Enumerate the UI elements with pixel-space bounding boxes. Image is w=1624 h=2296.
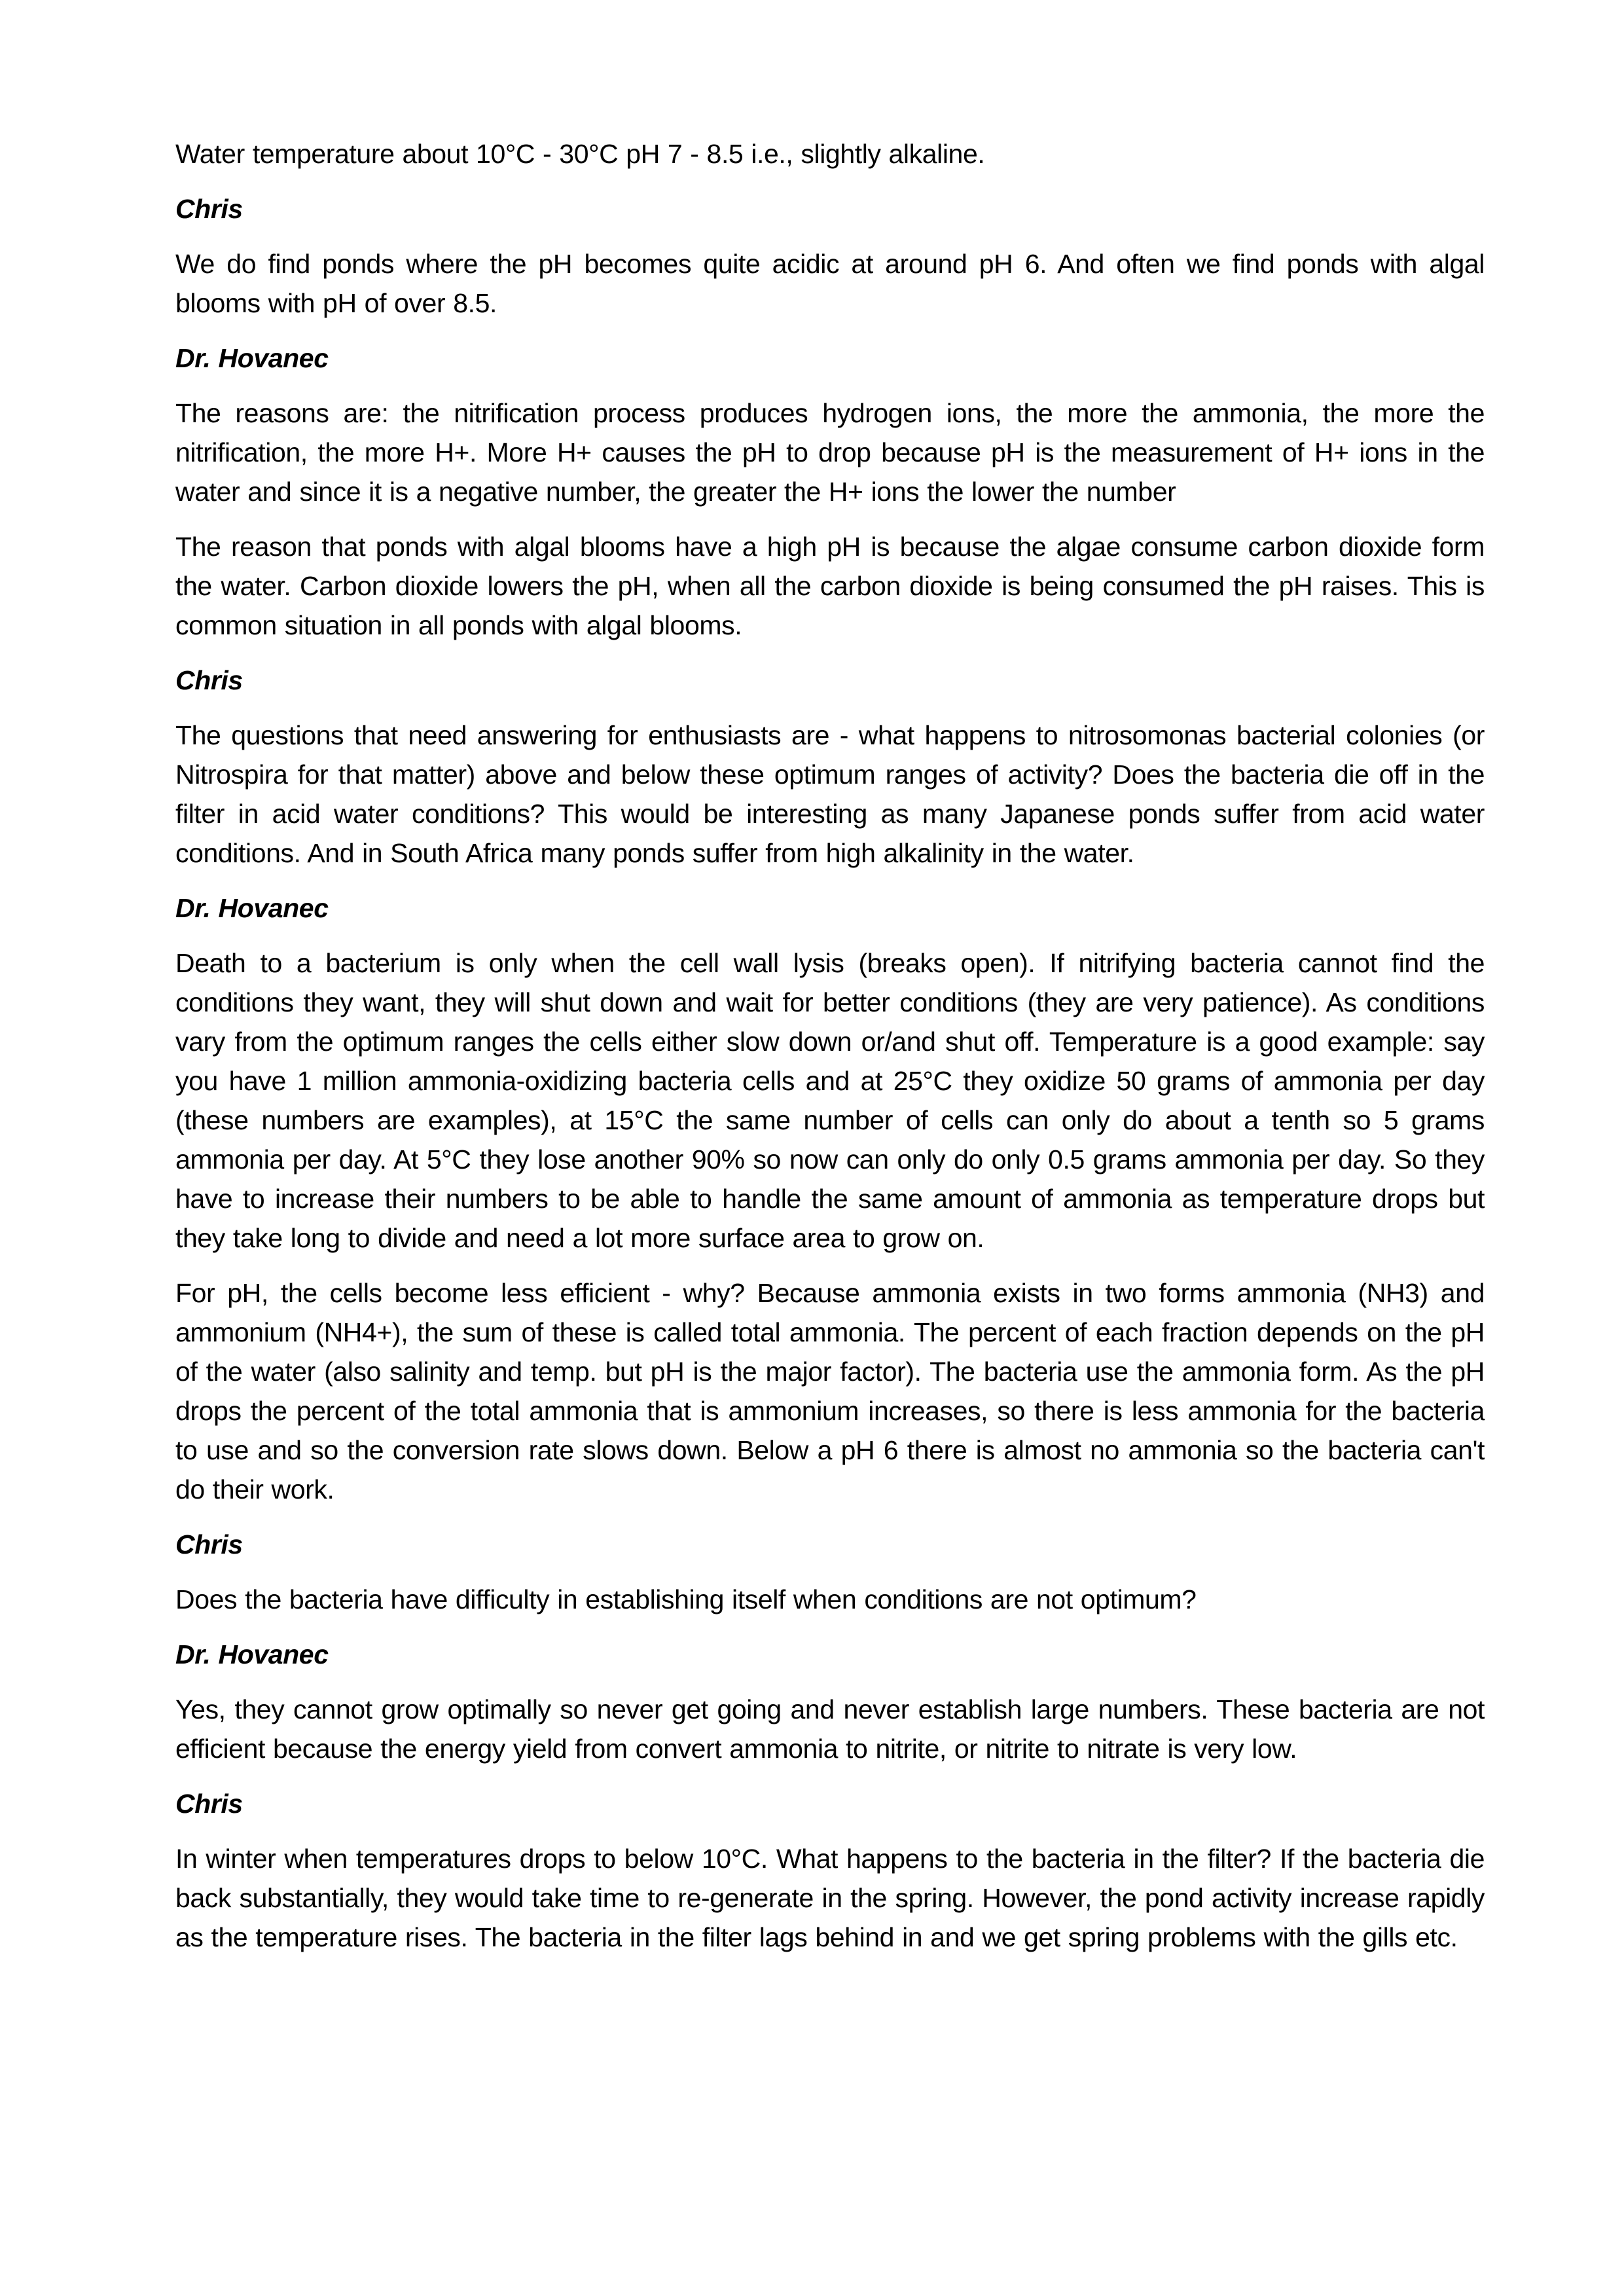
speaker-name: Dr. Hovanec [175,1639,329,1669]
paragraph: The reasons are: the nitrification process produces hydrogen ions, the more the ammonia, the more the nitrification, the more H+. More H+ causes the pH to drop because pH is the measurement of H+ ions in the water and since it is a negative number, the greater the H+ ions the lower the number [175,398,1485,507]
speaker-name: Chris [175,194,243,224]
paragraph: In winter when temperatures drops to below 10°C. What happens to the bacteria in the filter? If the bacteria die back substantially, they would take time to re-generate in the spring. However, the pond activity increase rapidly as the temperature rises. The bacteria in the filter lags behind in and we get spring problems with the gills etc. [175,1844,1485,1952]
paragraph: The questions that need answering for enthusiasts are - what happens to nitrosomonas bacterial colonies (or Nitrospira for that matter) above and below these optimum ranges of activity? Does the bacteria die off in the filter in acid water conditions? This would be interesting as many Japanese ponds suffer from acid water conditions. And in South Africa many ponds suffer from high alkalinity in the water. [175,720,1485,868]
speaker-name: Dr. Hovanec [175,343,329,373]
paragraph: For pH, the cells become less efficient - why? Because ammonia exists in two forms ammonia (NH3) and ammonium (NH4+), the sum of these is called total ammonia. The percent of each fraction depends on the pH of the water (also salinity and temp. but pH is the major factor). The bacteria use the ammonia form. As the pH drops the percent of the total ammonia that is ammonium increases, so there is less ammonia for the bacteria to use and so the conversion rate slows down. Below a pH 6 there is almost no ammonia so the bacteria can't do their work. [175,1278,1485,1504]
paragraph: Yes, they cannot grow optimally so never get going and never establish large numbers. These bacteria are not efficient because the energy yield from convert ammonia to nitrite, or nitrite to nitrate is very low. [175,1694,1485,1764]
paragraph: We do find ponds where the pH becomes quite acidic at around pH 6. And often we find ponds with algal blooms with pH of over 8.5. [175,249,1485,318]
speaker-name: Chris [175,665,243,695]
speaker-name: Chris [175,1529,243,1559]
paragraph: The reason that ponds with algal blooms have a high pH is because the algae consume carbon dioxide form the water. Carbon dioxide lowers the pH, when all the carbon dioxide is being consumed the pH raises. This is common situation in all ponds with algal blooms. [175,532,1485,640]
speaker-name: Dr. Hovanec [175,893,329,923]
speaker-name: Chris [175,1789,243,1819]
paragraph: Water temperature about 10°C - 30°C pH 7 - 8.5 i.e., slightly alkaline. [175,139,985,169]
paragraph: Death to a bacterium is only when the cell wall lysis (breaks open). If nitrifying bacteria cannot find the conditions they want, they will shut down and wait for better conditions (they are very patience). As conditions vary from the optimum ranges the cells either slow down or/and shut off. Temperature is a good example: say you have 1 million ammonia-oxidizing bacteria cells and at 25°C they oxidize 50 grams of ammonia per day (these numbers are examples), at 15°C the same number of cells can only do about a tenth so 5 grams ammonia per day. At 5°C they lose another 90% so now can only do only 0.5 grams ammonia per day. So they have to increase their numbers to be able to handle the same amount of ammonia as temperature drops but they take long to divide and need a lot more surface area to grow on. [175,948,1485,1253]
paragraph: Does the bacteria have difficulty in establishing itself when conditions are not optimum? [175,1584,1197,1614]
document-content [175,134,1485,1973]
